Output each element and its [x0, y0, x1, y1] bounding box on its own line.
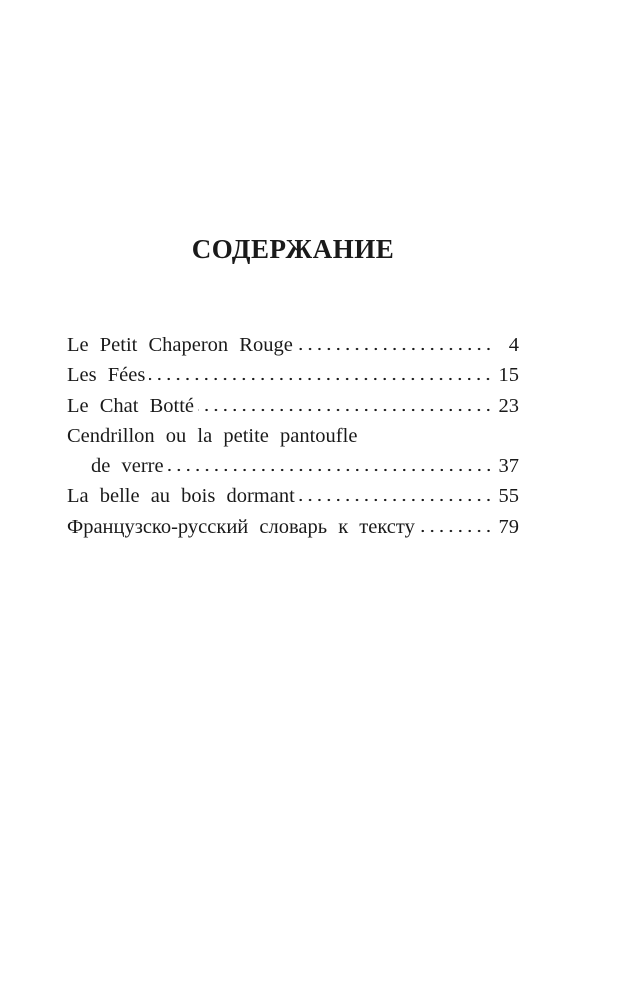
toc-entry-title-continuation: de verre	[91, 455, 164, 478]
toc-entry-continuation	[67, 451, 519, 481]
toc-entry	[67, 360, 519, 390]
dot-leader	[198, 408, 493, 412]
toc-entry	[67, 421, 519, 451]
dot-leader	[149, 377, 493, 381]
toc-entry-page: 37	[498, 455, 519, 478]
toc-entry-page: 15	[498, 364, 519, 387]
toc-entry-title: Le Petit Chaperon Rouge	[67, 334, 293, 356]
toc-entry-title: Французско-русский словарь к тексту	[67, 515, 415, 538]
page-title: СОДЕРЖАНИЕ	[191, 234, 395, 264]
toc-entry-title: Les Fées	[67, 364, 146, 387]
toc-entry	[67, 330, 519, 360]
toc-entry-title: Le Chat Botté	[67, 394, 195, 417]
table-of-contents	[67, 330, 519, 542]
dot-leader	[419, 529, 493, 533]
toc-entry	[67, 391, 519, 421]
dot-leader	[299, 498, 493, 502]
toc-entry-page: 4	[508, 334, 519, 356]
toc-entry	[67, 512, 519, 542]
toc-entry-page: 23	[498, 394, 519, 417]
dot-leader	[168, 468, 493, 472]
dot-leader	[297, 347, 493, 351]
toc-entry-page: 79	[498, 515, 519, 538]
toc-entry-title: Cendrillon ou la petite pantoufle	[67, 424, 358, 447]
toc-entry-page: 55	[498, 485, 519, 508]
toc-entry-title: La belle au bois dormant	[67, 485, 295, 508]
toc-entry	[67, 481, 519, 511]
